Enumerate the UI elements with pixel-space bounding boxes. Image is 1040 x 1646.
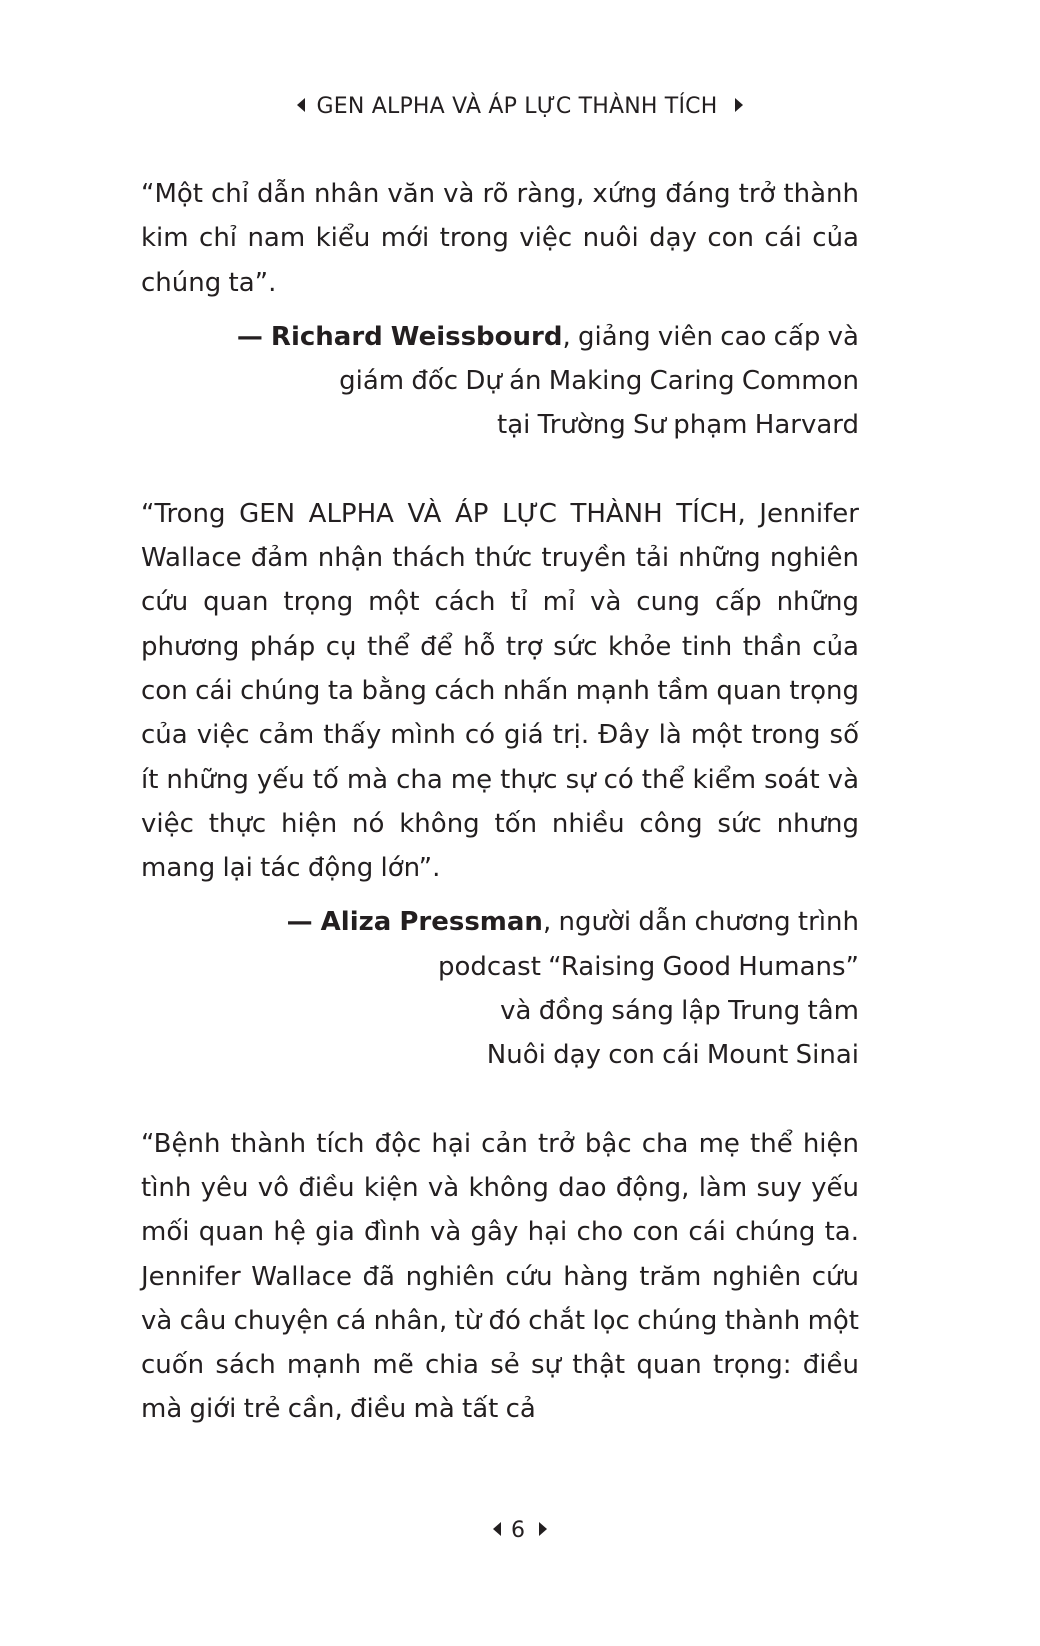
- testimonial-attribution-2: [141, 900, 859, 1077]
- triangle-left-icon: [297, 98, 305, 112]
- attribution-line: [141, 315, 859, 359]
- previous-page-icon[interactable]: [493, 1522, 501, 1536]
- author-role: , giảng viên cao cấp và: [562, 321, 859, 352]
- author-role: , người dẫn chương trình: [542, 907, 859, 938]
- page-content: [141, 172, 859, 1432]
- author-name: — Richard Weissbourd: [236, 321, 563, 352]
- author-name: — Aliza Pressman: [286, 907, 543, 938]
- author-role: podcast “Raising Good Humans”: [438, 951, 859, 982]
- author-role: tại Trường Sư phạm Harvard: [497, 410, 859, 441]
- testimonial-quote-1: “Một chỉ dẫn nhân văn và rõ ràng, xứng đáng trở thành kim chỉ nam kiểu mới trong việc nuôi dạy con cái của chúng ta”.: [141, 179, 859, 298]
- author-role: và đồng sáng lập Trung tâm: [500, 996, 859, 1027]
- testimonial-attribution-1: [141, 315, 859, 448]
- next-page-icon[interactable]: [539, 1522, 547, 1536]
- page-footer: [0, 1514, 1040, 1548]
- testimonial-quote-2: “Trong GEN ALPHA VÀ ÁP LỰC THÀNH TÍCH, Jennifer Wallace đảm nhận thách thức truyền tải những nghiên cứu quan trọng một cách tỉ mỉ và cung cấp những phương pháp cụ thể để hỗ trợ sức khỏe tinh thần của con cái chúng ta bằng cách nhấn mạnh tầm quan trọng của việc cảm thấy mình có giá trị. Đây là một trong số ít những yếu tố mà cha mẹ thực sự có thể kiểm soát và việc thực hiện nó không tốn nhiều công sức nhưng mang lại tác động lớn”.: [141, 498, 859, 884]
- author-role: giám đốc Dự án Making Caring Common: [339, 366, 859, 397]
- running-header: [0, 90, 1040, 124]
- page-number: 6: [511, 1518, 525, 1543]
- attribution-line: [141, 900, 859, 944]
- triangle-right-icon: [735, 98, 743, 112]
- testimonial-quote-3: “Bệnh thành tích độc hại cản trở bậc cha mẹ thể hiện tình yêu vô điều kiện và không dao động, làm suy yếu mối quan hệ gia đình và gây hại cho con cái chúng ta. Jennifer Wallace đã nghiên cứu hàng trăm nghiên cứu và câu chuyện cá nhân, từ đó chắt lọc chúng thành một cuốn sách mạnh mẽ chia sẻ sự thật quan trọng: điều mà giới trẻ cần, điều mà tất cả: [141, 1128, 859, 1425]
- book-title: GEN ALPHA VÀ ÁP LỰC THÀNH TÍCH: [316, 94, 718, 119]
- author-role: Nuôi dạy con cái Mount Sinai: [486, 1040, 859, 1071]
